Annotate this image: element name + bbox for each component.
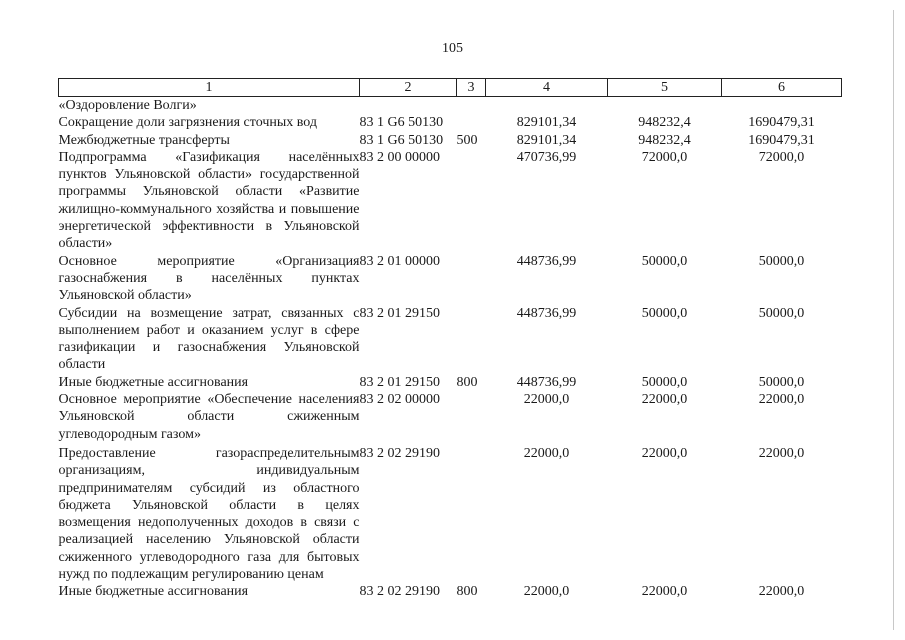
row-value-2: 72000,0 <box>641 149 688 165</box>
row-code <box>360 97 457 115</box>
table-row <box>59 374 842 391</box>
page-number: 105 <box>442 41 463 56</box>
row-value-1: 829101,34 <box>516 132 577 148</box>
row-name: Иные бюджетные ассигнования <box>58 584 249 600</box>
table-row <box>59 149 842 253</box>
row-value-3: 1690479,31 <box>748 115 815 131</box>
row-value-3: 50000,0 <box>758 305 805 321</box>
row-value-3: 22000,0 <box>758 445 805 461</box>
row-value-1: 448736,99 <box>516 305 577 321</box>
table-row <box>59 443 842 583</box>
row-value-1: 22000,0 <box>523 445 570 461</box>
row-value-2: 50000,0 <box>641 253 688 269</box>
row-value-1: 22000,0 <box>523 392 570 408</box>
header-col-3: 3 <box>457 79 486 97</box>
row-code: 83 1 G6 50130 <box>359 132 444 148</box>
row-code: 83 2 01 29150 <box>359 374 440 390</box>
header-col-1: 1 <box>59 79 360 97</box>
row-code: 83 2 02 29190 <box>359 584 440 600</box>
row-expense-type <box>457 253 486 305</box>
header-row <box>59 79 842 97</box>
row-value-2: 948232,4 <box>638 132 691 148</box>
row-name: «Оздоровление Волги» <box>58 98 197 113</box>
row-expense-type: 800 <box>456 584 478 600</box>
row-code: 83 2 01 29150 <box>359 305 440 321</box>
row-value-2: 22000,0 <box>641 584 688 600</box>
row-value-1: 448736,99 <box>516 374 577 390</box>
row-value-2: 22000,0 <box>641 445 688 461</box>
table-row <box>59 583 842 600</box>
row-expense-type <box>457 391 486 443</box>
row-expense-type <box>457 97 486 115</box>
table-row <box>59 253 842 305</box>
table-row <box>59 305 842 374</box>
table-row <box>59 391 842 443</box>
row-code: 83 2 01 00000 <box>359 253 440 269</box>
row-value-3: 50000,0 <box>758 253 805 269</box>
row-name: Субсидии на возмещение затрат, связанных с выполнением работ и оказанием услуг в сфере газификации и газоснабжения Ульяновской области <box>58 305 360 373</box>
row-expense-type <box>457 443 486 583</box>
row-name: Межбюджетные трансферты <box>58 132 230 148</box>
row-value-3: 72000,0 <box>758 149 805 165</box>
table-row <box>59 132 842 149</box>
row-value-3: 22000,0 <box>758 584 805 600</box>
header-col-5: 5 <box>608 79 722 97</box>
row-name: Сокращение доли загрязнения сточных вод <box>58 115 318 131</box>
row-value-2: 50000,0 <box>641 305 688 321</box>
row-value-2: 50000,0 <box>641 374 688 390</box>
row-value-3: 1690479,31 <box>748 132 815 148</box>
row-expense-type: 500 <box>456 132 478 148</box>
row-expense-type <box>457 114 486 131</box>
row-name: Основное мероприятие «Организация газоснабжения в населённых пунктах Ульяновской области» <box>58 253 360 304</box>
table-row <box>59 97 842 115</box>
row-code: 83 2 00 00000 <box>359 149 440 165</box>
header-col-2: 2 <box>360 79 457 97</box>
row-value-1: 448736,99 <box>516 253 577 269</box>
row-expense-type <box>457 149 486 253</box>
row-name: Основное мероприятие «Обеспечение населения Ульяновской области сжиженным углеводородным газом» <box>58 392 360 442</box>
row-name: Предоставление газораспределительным организациям, индивидуальным предпринимателям субсидий из областного бюджета Ульяновской области в целях возмещения недополученных доходов в связи с реализацией населению Ульяновской области сжиженного углеводородного газа для бытовых нужд по подлежащим регулированию ценам <box>58 445 360 583</box>
header-col-6: 6 <box>722 79 842 97</box>
budget-table <box>58 78 842 601</box>
table-row <box>59 114 842 131</box>
page-edge-line <box>893 10 894 630</box>
row-name: Подпрограмма «Газификация населённых пунктов Ульяновской области» государственной программы Ульяновской области «Развитие жилищно-коммунального хозяйства и повышение энергетической эффективности в Ульяновской области» <box>58 149 360 252</box>
row-code: 83 2 02 29190 <box>359 445 440 461</box>
row-value-1: 22000,0 <box>523 584 570 600</box>
row-code: 83 1 G6 50130 <box>359 115 444 131</box>
row-value-3 <box>722 97 842 115</box>
row-expense-type: 800 <box>456 374 478 390</box>
row-name: Иные бюджетные ассигнования <box>58 374 249 390</box>
header-col-4: 4 <box>486 79 608 97</box>
row-value-2: 948232,4 <box>638 115 691 131</box>
row-value-2 <box>608 97 722 115</box>
row-expense-type <box>457 305 486 374</box>
row-code: 83 2 02 00000 <box>359 392 440 408</box>
row-value-2: 22000,0 <box>641 392 688 408</box>
row-value-3: 22000,0 <box>758 392 805 408</box>
row-value-1: 470736,99 <box>516 149 577 165</box>
row-value-1: 829101,34 <box>516 115 577 131</box>
row-value-3: 50000,0 <box>758 374 805 390</box>
row-value-1 <box>486 97 608 115</box>
